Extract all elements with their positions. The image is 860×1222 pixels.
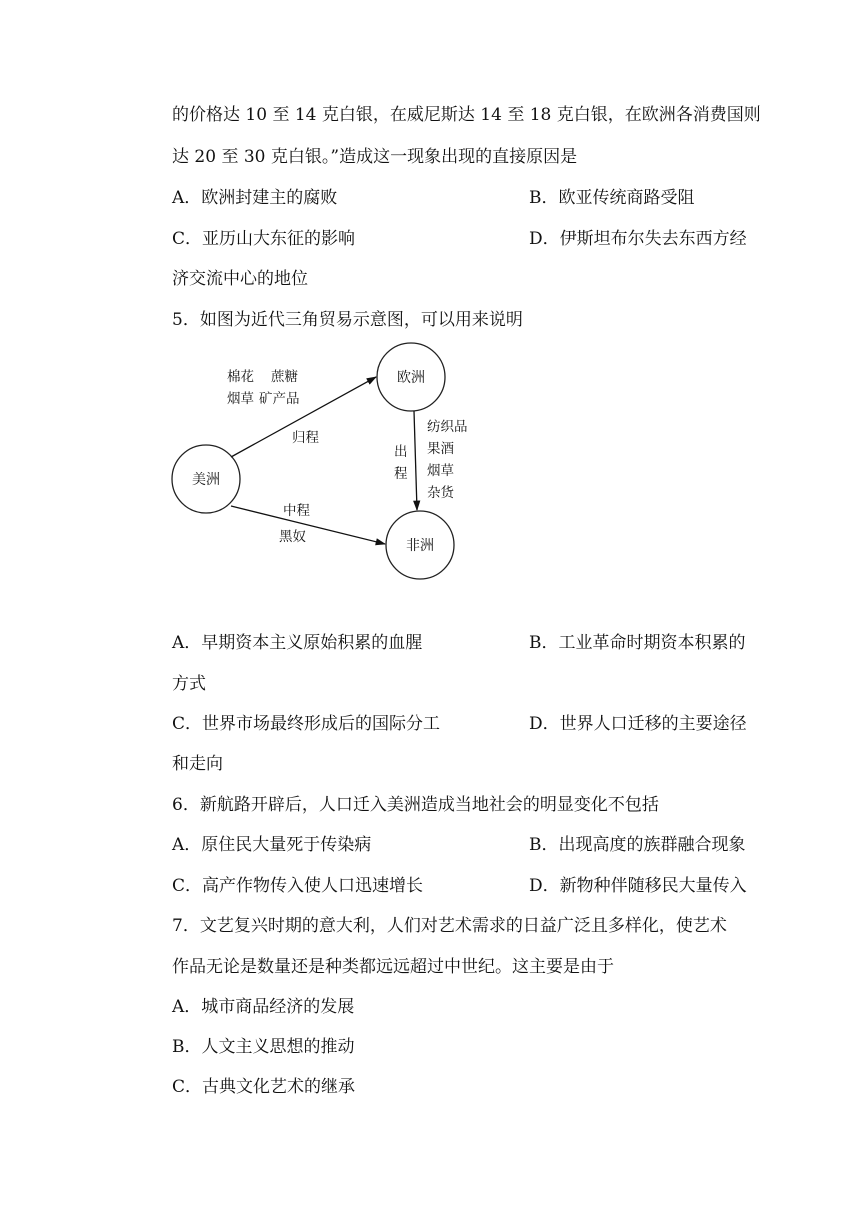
q7-option-c: C．古典文化艺术的继承 [172, 1077, 356, 1097]
return-good-cotton: 棉花 [227, 369, 254, 385]
outbound-label-char-1: 出 [394, 444, 408, 460]
q7-option-b: B．人文主义思想的推动 [172, 1037, 355, 1057]
q5-option-c: C．世界市场最终形成后的国际分工 [172, 714, 441, 734]
q7-option-a: A．城市商品经济的发展 [172, 997, 355, 1017]
america-label: 美洲 [192, 472, 220, 488]
outbound-good-sundries: 杂货 [427, 485, 454, 501]
outbound-good-tobacco: 烟草 [427, 463, 454, 479]
q4-stem-line-1: 的价格达 10 至 14 克白银，在威尼斯达 14 至 18 克白银，在欧洲各消费国则 [172, 105, 761, 125]
q4-option-d-wrap: 济交流中心的地位 [172, 269, 308, 289]
return-good-minerals: 矿产品 [259, 391, 300, 407]
q6-option-a: A．原住民大量死于传染病 [172, 835, 372, 855]
q5-option-b: B．工业革命时期资本积累的 [529, 633, 746, 653]
triangle-trade-diagram [0, 0, 860, 600]
q5-option-d: D．世界人口迁移的主要途径 [529, 714, 747, 734]
q5-option-b-wrap: 方式 [172, 674, 206, 694]
q4-option-b: B．欧亚传统商路受阻 [529, 188, 695, 208]
return-good-sugar: 蔗糖 [271, 369, 298, 385]
q4-option-c: C．亚历山大东征的影响 [172, 229, 356, 249]
q6-option-b: B．出现高度的族群融合现象 [529, 835, 746, 855]
q5-option-d-wrap: 和走向 [172, 754, 223, 774]
outbound-good-textiles: 纺织品 [427, 419, 468, 435]
outbound-good-wine: 果酒 [427, 441, 454, 457]
q7-stem-line-2: 作品无论是数量还是种类都远远超过中世纪。这主要是由于 [172, 957, 614, 977]
europe-label: 欧洲 [397, 370, 425, 386]
q6-option-c: C．高产作物传入使人口迅速增长 [172, 876, 424, 896]
middle-route-label: 中程 [283, 503, 310, 519]
q4-stem-line-2: 达 20 至 30 克白银。”造成这一现象出现的直接原因是 [172, 147, 578, 167]
africa-label: 非洲 [406, 538, 434, 554]
outbound-route-arrow [414, 411, 417, 510]
q4-option-d: D．伊斯坦布尔失去东西方经 [529, 229, 747, 249]
q7-stem-line-1: 7．文艺复兴时期的意大利，人们对艺术需求的日益广泛且多样化，使艺术 [172, 916, 727, 936]
q5-stem: 5．如图为近代三角贸易示意图，可以用来说明 [172, 310, 523, 330]
q4-option-a: A．欧洲封建主的腐败 [172, 188, 338, 208]
q5-option-a: A．早期资本主义原始积累的血腥 [172, 633, 423, 653]
q6-option-d: D．新物种伴随移民大量传入 [529, 876, 747, 896]
return-good-tobacco: 烟草 [227, 391, 254, 407]
q6-stem: 6．新航路开辟后，人口迁入美洲造成当地社会的明显变化不包括 [172, 795, 659, 815]
middle-good-slaves: 黑奴 [279, 529, 306, 545]
outbound-label-char-2: 程 [394, 466, 408, 482]
return-route-label: 归程 [292, 430, 319, 446]
